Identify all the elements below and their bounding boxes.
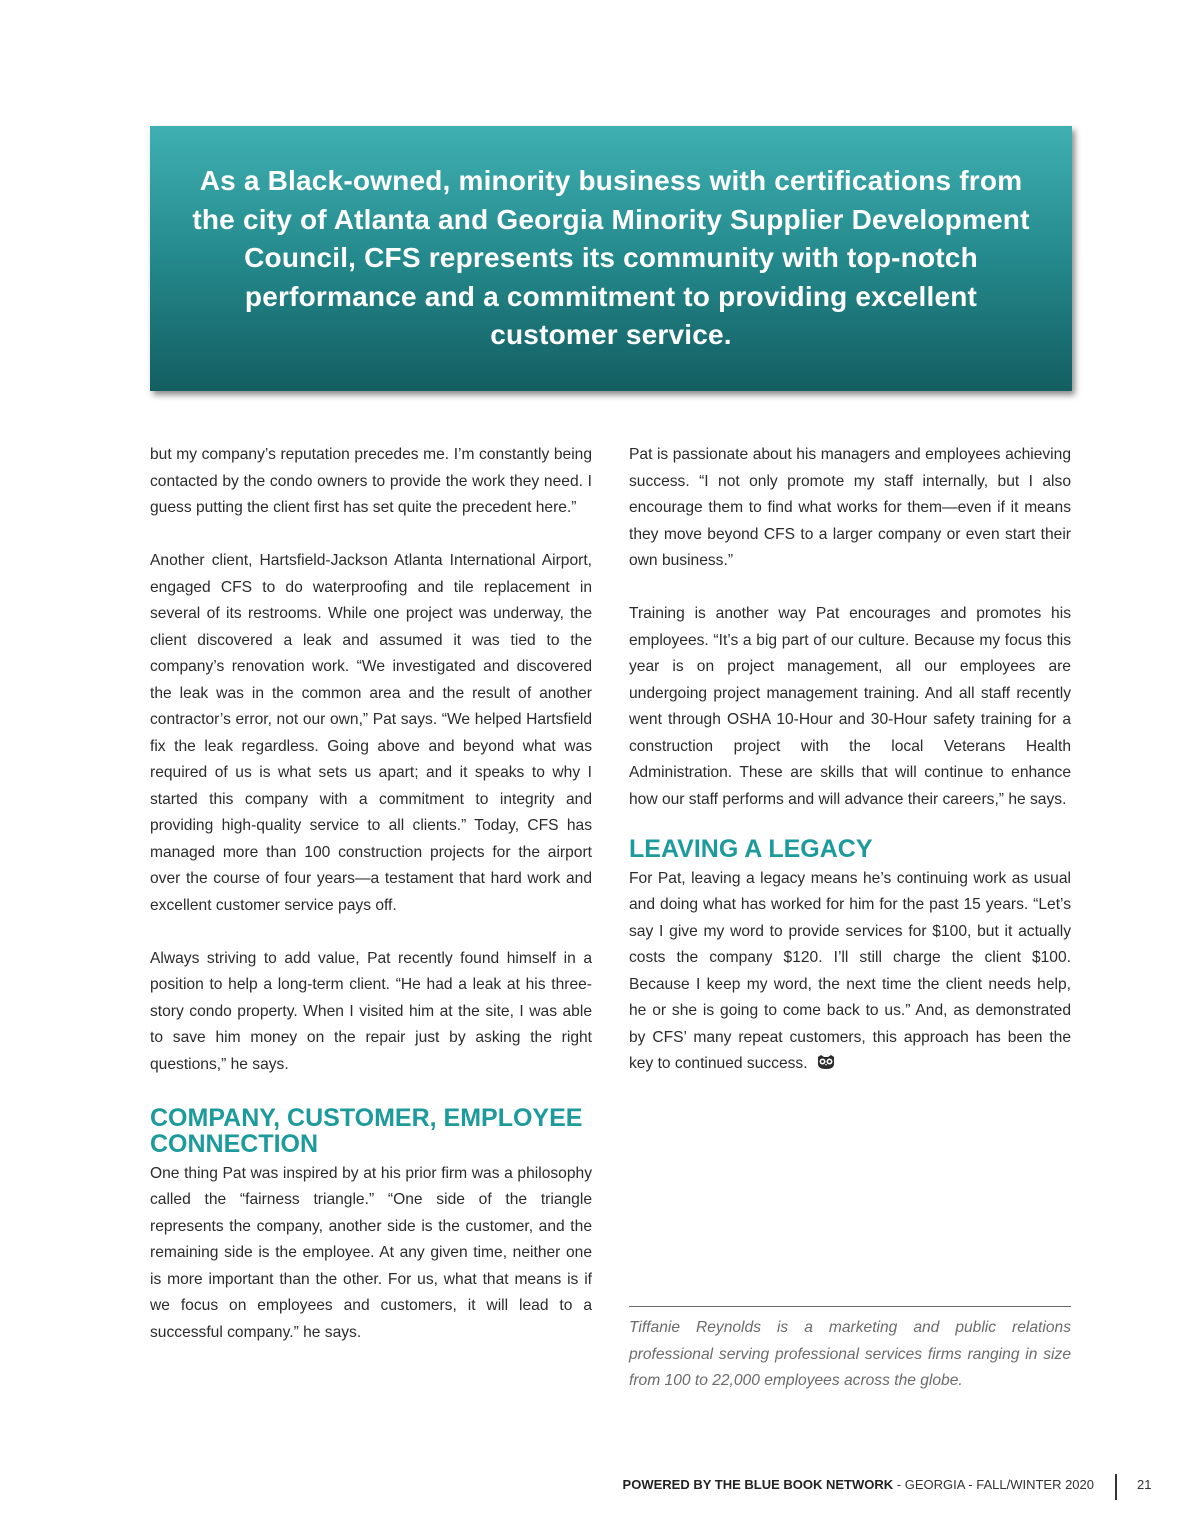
body-paragraph: Pat is passionate about his managers and employees achieving success. “I not only promote my staff internally, but I also encourage them to find what works for them—even if it means they move beyond CFS to a larger company or even start their own business.” [629,446,1071,569]
section-heading-legacy: LEAVING A LEGACY [629,834,873,863]
body-paragraph-final [629,866,1071,1080]
author-bio: Tiffanie Reynolds is a marketing and public relations professional serving professional services firms ranging in size from 100 to 22,000 employees across the globe. [629,1319,1071,1389]
body-paragraph: One thing Pat was inspired by at his prior firm was a philosophy called the “fairness triangle.” “One side of the triangle represents the company, another side is the customer, and the remaining side is the employee. At any given time, neither one is more important than the other. For us, what that means is if we focus on employees and customers, it will lead to a successful company.” he says. [150,1164,592,1341]
body-paragraph: Always striving to add value, Pat recently found himself in a position to help a long-term client. “He had a leak at his three-story condo property. When I visited him at the site, I was able to save him money on the repair just by asking the right questions,” he says. [150,949,592,1073]
pull-quote-callout [150,126,1072,391]
section-heading-connection: COMPANY, CUSTOMER, EMPLOYEE CONNECTION [150,1103,583,1158]
footer-edition: - GEORGIA - FALL/WINTER 2020 [893,1477,1094,1492]
footer-brand: POWERED BY THE BLUE BOOK NETWORK [622,1477,894,1492]
body-paragraph: Another client, Hartsfield-Jackson Atlanta International Airport, engaged CFS to do waterproofing and tile replacement in several of its restrooms. While one project was underway, the client discovered a leak and assumed it was tied to the company’s renovation work. “We investigated and discovered the leak was in the common area and the result of another contractor’s error, not our own,” Pat says. “We helped Hartsfield fix the leak regardless. Going above and beyond what was required of us is what sets us apart; and it speaks to why I started this company with a commitment to integrity and providing high-quality service to all clients.” Today, CFS has managed more than 100 construction projects for the airport over the course of four years—a testament that hard work and excellent customer service pays off. [150,552,592,914]
footer-divider [1115,1474,1117,1500]
footer-credit [623,1477,1094,1492]
final-paragraph-text: For Pat, leaving a legacy means he’s continuing work as usual and doing what has worked for him for the past 15 years. “Let’s say I give my word to provide services for $100, but it actually costs the company $120. I’ll still charge the client $100. Because I keep my word, the next time the client needs help, he or she is going to come back to us.” And, as demonstrated by CFS’ many repeat customers, this approach has been the key to continued success. [629,869,1071,1072]
bio-divider [629,1306,1071,1307]
owl-icon [816,1053,836,1080]
left-column [150,442,592,1373]
right-column [629,442,1071,1106]
page-number: 21 [1137,1477,1152,1492]
pull-quote-text: As a Black-owned, minority business with certifications from the city of Atlanta and Georgia Minority Supplier Development Council, CFS represents its community with top-notch performance and a commitment to providing excellent customer service. [192,165,1030,351]
body-paragraph: but my company’s reputation precedes me. I’m constantly being contacted by the condo owners to provide the work they need. I guess putting the client first has set quite the precedent here.” [150,446,592,516]
body-paragraph: Training is another way Pat encourages and promotes his employees. “It’s a big part of our culture. Because my focus this year is on project management, all our employees are undergoing project management training. And all staff recently went through OSHA 10-Hour and 30-Hour safety training for a construction project with the local Veterans Health Administration. These are skills that will continue to enhance how our staff performs and will advance their careers,” he says. [629,605,1071,808]
